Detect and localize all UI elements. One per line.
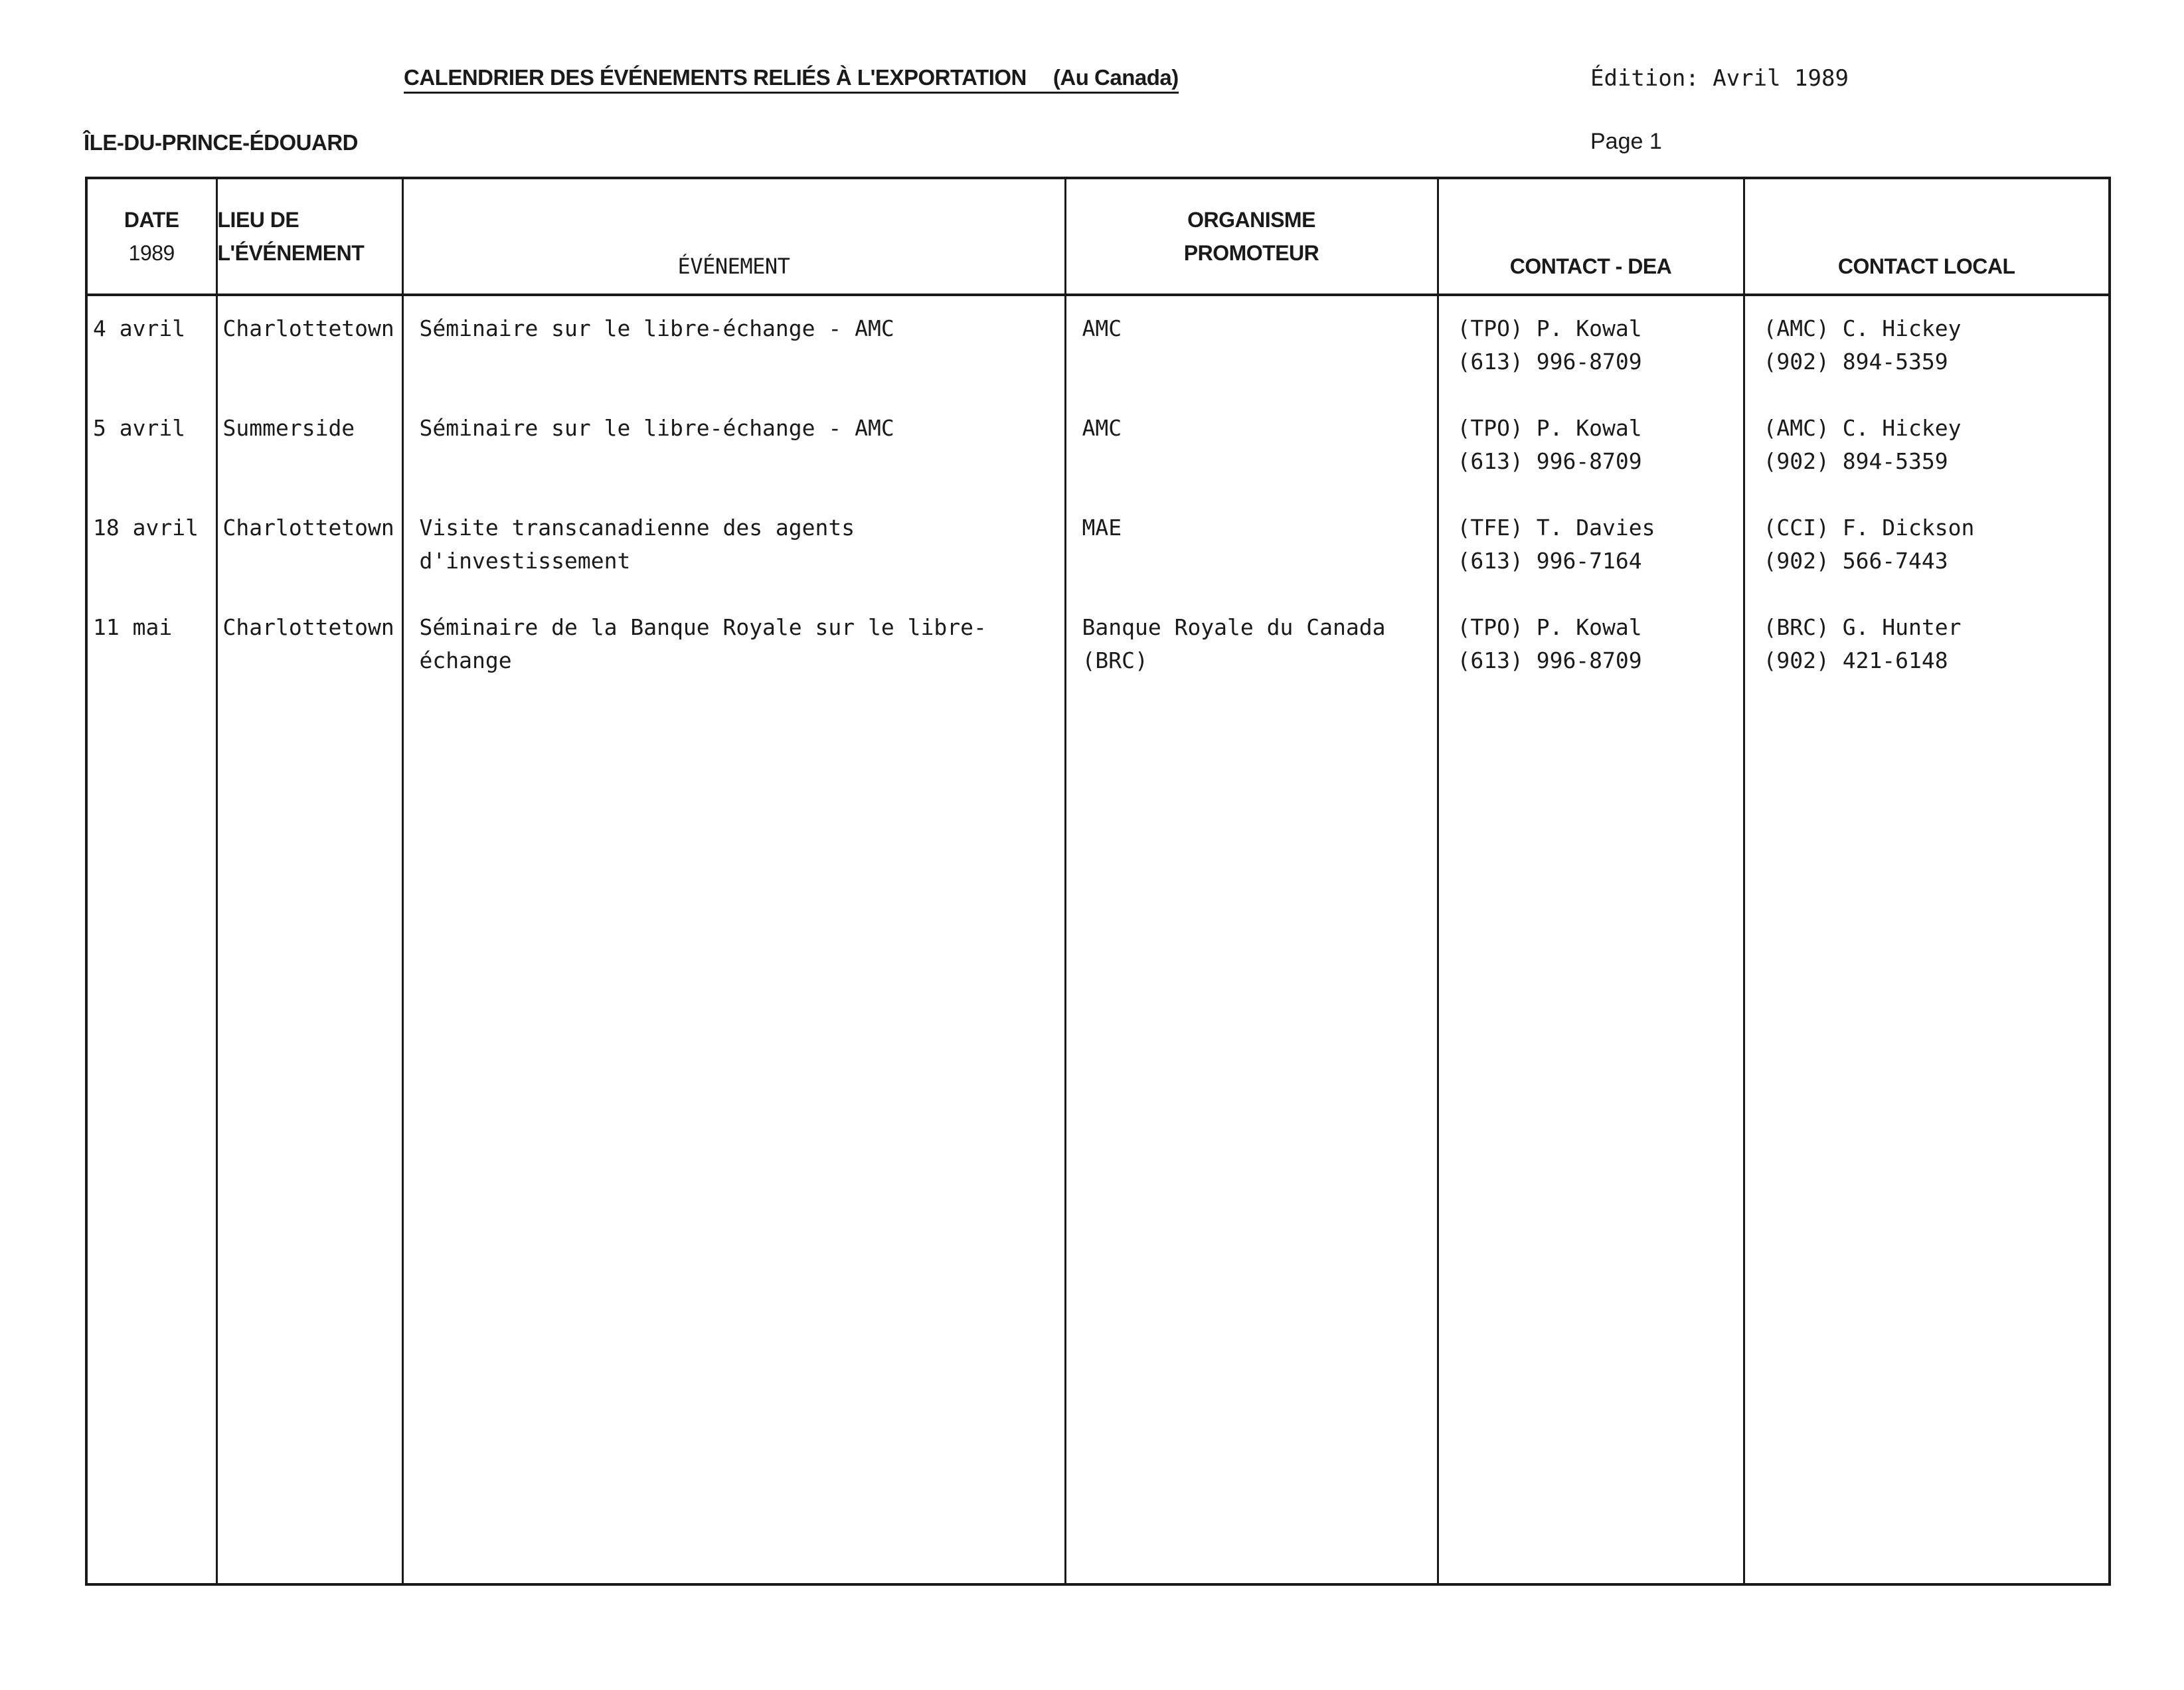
cell-contact-local: (BRC) G. Hunter (902) 421-6148 [1744, 595, 2110, 695]
column-header-evenement: ÉVÉNEMENT [402, 178, 1065, 295]
cell-organisme: AMC [1065, 295, 1438, 396]
cell-contact-local: (CCI) F. Dickson (902) 566-7443 [1744, 495, 2110, 595]
title-text: CALENDRIER DES ÉVÉNEMENTS RELIÉS À L'EXPORTATION [404, 65, 1027, 90]
cell-contact-dea: (TFE) T. Davies (613) 996-7164 [1438, 495, 1744, 595]
empty-cell [1438, 695, 1744, 1584]
organisme-header-line1: ORGANISME [1187, 208, 1315, 232]
cell-contact-dea: (TPO) P. Kowal (613) 996-8709 [1438, 396, 1744, 495]
document-title [404, 65, 1179, 94]
table-row [86, 595, 2110, 695]
cell-lieu: Charlottetown [216, 595, 402, 695]
empty-cell [86, 695, 216, 1584]
cell-date: 11 mai [86, 595, 216, 695]
cell-contact-local: (AMC) C. Hickey (902) 894-5359 [1744, 396, 2110, 495]
empty-table-space [86, 695, 2110, 1584]
title-suffix: (Au Canada) [1052, 65, 1179, 90]
empty-cell [1744, 695, 2110, 1584]
cell-organisme: AMC [1065, 396, 1438, 495]
cell-contact-dea: (TPO) P. Kowal (613) 996-8709 [1438, 595, 1744, 695]
column-header-contact-local: CONTACT LOCAL [1744, 178, 2110, 295]
province-heading: ÎLE-DU-PRINCE-ÉDOUARD [84, 130, 358, 155]
table-body [86, 295, 2110, 1584]
table-row [86, 396, 2110, 495]
events-table [85, 177, 2111, 1586]
date-header-year: 1989 [128, 241, 175, 265]
cell-lieu: Summerside [216, 396, 402, 495]
edition-date: Édition: Avril 1989 [1590, 65, 1849, 92]
empty-cell [402, 695, 1065, 1584]
cell-contact-dea: (TPO) P. Kowal (613) 996-8709 [1438, 295, 1744, 396]
cell-organisme: Banque Royale du Canada (BRC) [1065, 595, 1438, 695]
column-header-lieu [216, 178, 402, 295]
date-header-label: DATE [124, 208, 179, 232]
page-number: Page 1 [1590, 129, 1662, 154]
table-row [86, 495, 2110, 595]
cell-evenement: Visite transcanadienne des agents d'investissement [402, 495, 1065, 595]
cell-date: 18 avril [86, 495, 216, 595]
organisme-header-line2: PROMOTEUR [1183, 241, 1319, 265]
column-header-date [86, 178, 216, 295]
cell-date: 5 avril [86, 396, 216, 495]
table-row [86, 295, 2110, 396]
cell-lieu: Charlottetown [216, 295, 402, 396]
cell-date: 4 avril [86, 295, 216, 396]
lieu-header-line1: LIEU DE [217, 208, 299, 232]
cell-evenement: Séminaire sur le libre-échange - AMC [402, 396, 1065, 495]
cell-contact-local: (AMC) C. Hickey (902) 894-5359 [1744, 295, 2110, 396]
empty-cell [216, 695, 402, 1584]
cell-lieu: Charlottetown [216, 495, 402, 595]
column-header-contact-dea: CONTACT - DEA [1438, 178, 1744, 295]
column-header-organisme [1065, 178, 1438, 295]
lieu-header-line2: L'ÉVÉNEMENT [217, 241, 365, 265]
table-header [86, 178, 2110, 295]
cell-evenement: Séminaire de la Banque Royale sur le libre- échange [402, 595, 1065, 695]
cell-organisme: MAE [1065, 495, 1438, 595]
cell-evenement: Séminaire sur le libre-échange - AMC [402, 295, 1065, 396]
empty-cell [1065, 695, 1438, 1584]
